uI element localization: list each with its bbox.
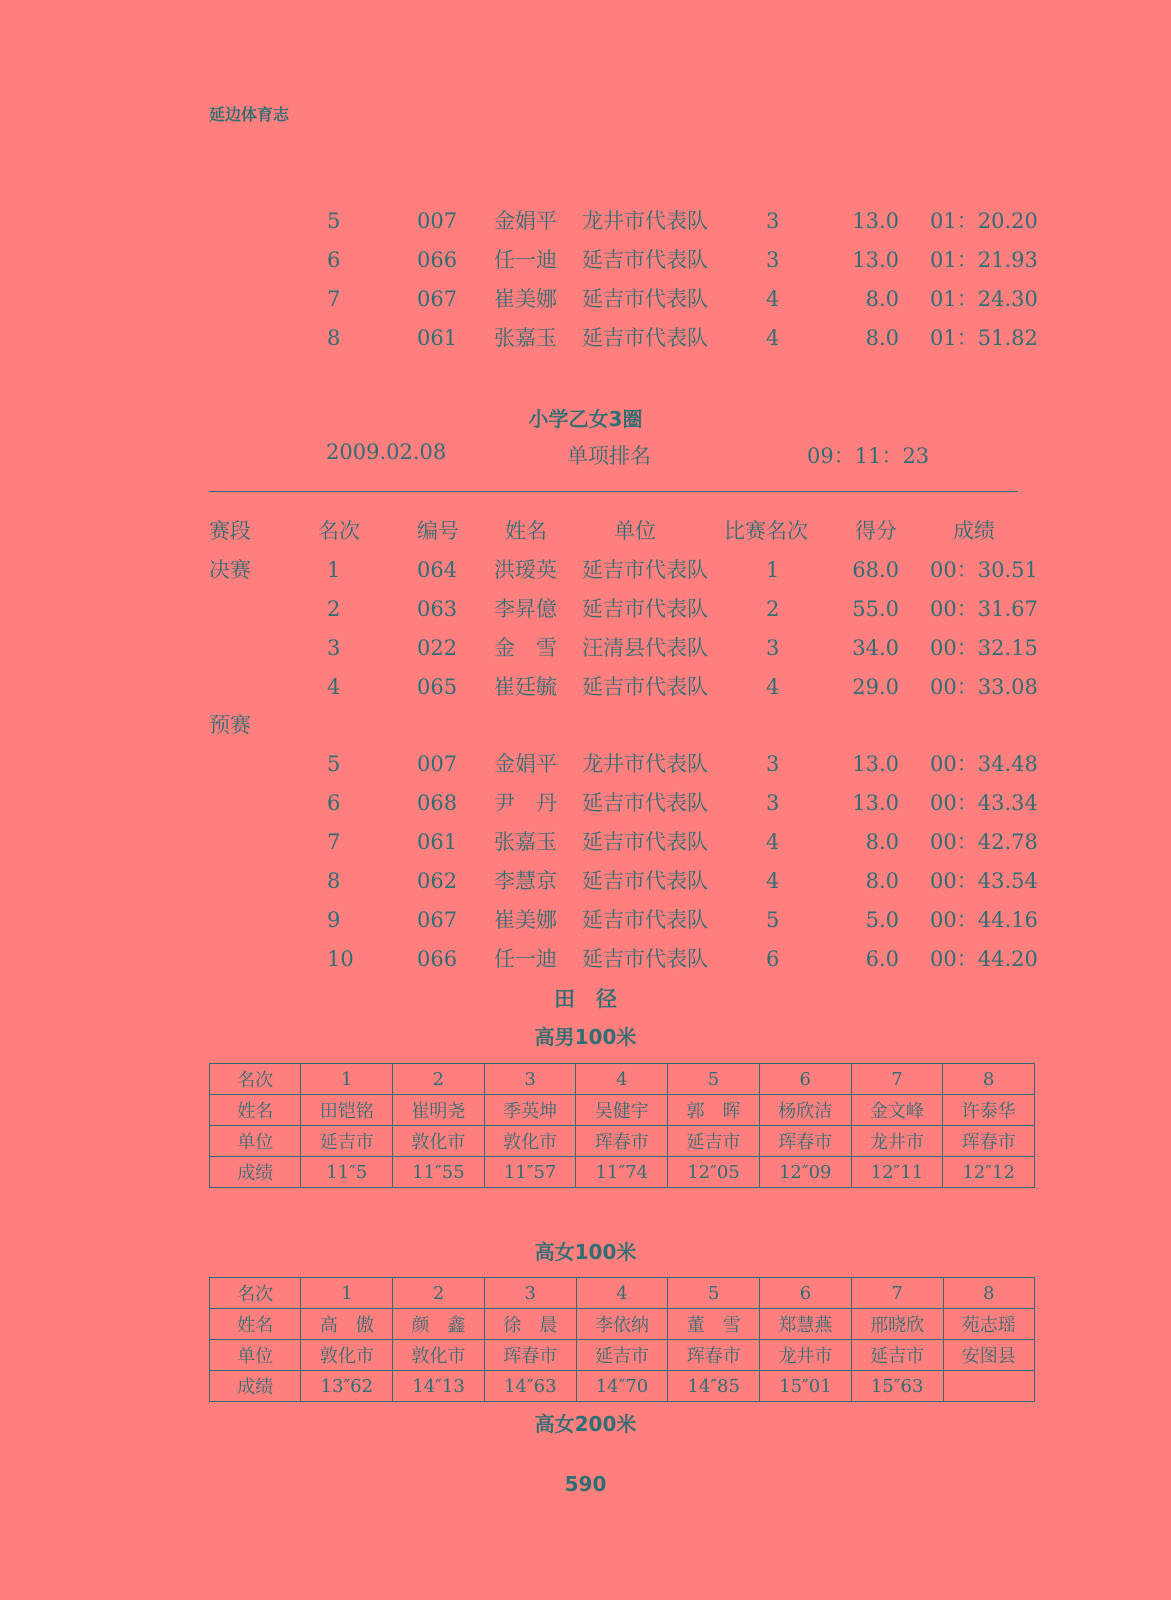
cell-result: 12″11 xyxy=(851,1157,943,1188)
row-label: 单位 xyxy=(210,1126,301,1157)
cell-match-rank: 2 xyxy=(766,597,780,621)
cell-rank: 7 xyxy=(327,287,341,311)
row-label: 单位 xyxy=(210,1340,301,1371)
cell-time: 01：24.30 xyxy=(930,287,1038,311)
cell-name: 尹 丹 xyxy=(494,791,557,815)
cell-rank: 6 xyxy=(327,791,341,815)
cell-score: 13.0 xyxy=(852,791,899,815)
row-label: 姓名 xyxy=(210,1309,301,1340)
cell-unit: 龙井市 xyxy=(760,1340,852,1371)
result-row xyxy=(0,206,1171,236)
cell-unit: 延吉市 xyxy=(301,1126,393,1157)
cell-match-rank: 3 xyxy=(766,209,780,233)
result-row xyxy=(0,866,1171,896)
cell-time: 01：51.82 xyxy=(930,326,1038,350)
table-row-rank xyxy=(210,1278,1035,1309)
cell-result xyxy=(943,1371,1035,1402)
cell-rank: 9 xyxy=(327,908,341,932)
cell-rank: 4 xyxy=(327,675,341,699)
cell-unit: 延吉市代表队 xyxy=(582,675,708,699)
cell-name: 任一迪 xyxy=(494,947,557,971)
cell-name: 田铠铭 xyxy=(301,1095,393,1126)
table-row-result xyxy=(210,1157,1035,1188)
cell-result: 14″13 xyxy=(393,1371,485,1402)
cell-name: 崔美娜 xyxy=(494,908,557,932)
cell-name: 李昇億 xyxy=(494,597,557,621)
cell-score: 8.0 xyxy=(865,869,899,893)
result-row xyxy=(0,672,1171,702)
column-headers xyxy=(0,516,1171,546)
cell-name: 金娟平 xyxy=(494,209,557,233)
cell-unit: 延吉市代表队 xyxy=(582,326,708,350)
cell-name: 高 傲 xyxy=(301,1309,393,1340)
cell-unit: 珲春市 xyxy=(668,1340,760,1371)
cell-unit: 珲春市 xyxy=(759,1126,851,1157)
cell-rank: 3 xyxy=(484,1064,576,1095)
cell-unit: 延吉市代表队 xyxy=(582,830,708,854)
cell-unit: 延吉市代表队 xyxy=(582,947,708,971)
cell-score: 6.0 xyxy=(865,947,899,971)
cell-result: 11″74 xyxy=(576,1157,668,1188)
divider xyxy=(209,491,1018,492)
cell-number: 062 xyxy=(417,869,458,893)
cell-unit: 延吉市代表队 xyxy=(582,791,708,815)
cell-match-rank: 3 xyxy=(766,752,780,776)
cell-name: 邢晓欣 xyxy=(851,1309,943,1340)
table-title: 高女100米 xyxy=(534,1240,637,1264)
cell-rank: 3 xyxy=(327,636,341,660)
cell-match-rank: 3 xyxy=(766,636,780,660)
result-row xyxy=(0,555,1171,585)
running-header: 延边体育志 xyxy=(209,105,290,124)
cell-name: 吴健宇 xyxy=(576,1095,668,1126)
cell-match-rank: 1 xyxy=(766,558,780,582)
cell-score: 13.0 xyxy=(852,752,899,776)
cell-unit: 珲春市 xyxy=(484,1340,576,1371)
header-time: 成绩 xyxy=(953,519,995,543)
table-row-rank xyxy=(210,1064,1035,1095)
cell-unit: 汪清县代表队 xyxy=(582,636,708,660)
cell-name: 郑慧燕 xyxy=(760,1309,852,1340)
header-number: 编号 xyxy=(417,519,459,543)
cell-time: 00：43.34 xyxy=(930,791,1038,815)
page-number: 590 xyxy=(564,1472,607,1496)
cell-match-rank: 4 xyxy=(766,830,780,854)
cell-unit: 延吉市代表队 xyxy=(582,908,708,932)
cell-score: 13.0 xyxy=(852,248,899,272)
cell-score: 34.0 xyxy=(852,636,899,660)
row-label: 姓名 xyxy=(210,1095,301,1126)
cell-number: 067 xyxy=(417,287,458,311)
cell-score: 55.0 xyxy=(852,597,899,621)
cell-unit: 珲春市 xyxy=(943,1126,1035,1157)
cell-rank: 7 xyxy=(851,1064,943,1095)
cell-result: 12″05 xyxy=(668,1157,760,1188)
cell-rank: 6 xyxy=(760,1278,852,1309)
next-table-title: 高女200米 xyxy=(534,1412,637,1436)
cell-number: 066 xyxy=(417,947,458,971)
cell-time: 00：42.78 xyxy=(930,830,1038,854)
cell-rank: 7 xyxy=(327,830,341,854)
cell-name: 金 雪 xyxy=(494,636,557,660)
cell-number: 063 xyxy=(417,597,458,621)
cell-name: 张嘉玉 xyxy=(494,830,557,854)
cell-rank: 8 xyxy=(327,869,341,893)
result-row xyxy=(0,944,1171,974)
cell-unit: 敦化市 xyxy=(393,1340,485,1371)
cell-match-rank: 4 xyxy=(766,675,780,699)
header-name: 姓名 xyxy=(505,519,547,543)
result-row xyxy=(0,633,1171,663)
cell-score: 8.0 xyxy=(865,287,899,311)
cell-result: 15″63 xyxy=(851,1371,943,1402)
cell-name: 洪瑷英 xyxy=(494,558,557,582)
cell-name: 崔美娜 xyxy=(494,287,557,311)
cell-time: 00：31.67 xyxy=(930,597,1038,621)
cell-match-rank: 3 xyxy=(766,791,780,815)
cell-name: 郭 晖 xyxy=(668,1095,760,1126)
result-table xyxy=(209,1063,1035,1188)
cell-unit: 龙井市代表队 xyxy=(582,752,708,776)
cell-match-rank: 4 xyxy=(766,869,780,893)
cell-name: 颜 鑫 xyxy=(393,1309,485,1340)
cell-unit: 延吉市 xyxy=(576,1340,668,1371)
cell-rank: 1 xyxy=(327,558,341,582)
cell-score: 8.0 xyxy=(865,830,899,854)
cell-score: 29.0 xyxy=(852,675,899,699)
cell-number: 067 xyxy=(417,908,458,932)
cell-rank: 8 xyxy=(327,326,341,350)
cell-time: 00：44.16 xyxy=(930,908,1038,932)
cell-rank: 6 xyxy=(759,1064,851,1095)
cell-rank: 5 xyxy=(327,752,341,776)
cell-rank: 4 xyxy=(576,1278,668,1309)
cell-name: 金文峰 xyxy=(851,1095,943,1126)
cell-rank: 1 xyxy=(301,1278,393,1309)
cell-unit: 延吉市 xyxy=(851,1340,943,1371)
cell-result: 12″09 xyxy=(759,1157,851,1188)
cell-unit: 延吉市代表队 xyxy=(582,248,708,272)
row-label: 成绩 xyxy=(210,1157,301,1188)
cell-name: 崔廷毓 xyxy=(494,675,557,699)
cell-score: 13.0 xyxy=(852,209,899,233)
cell-number: 065 xyxy=(417,675,458,699)
result-row xyxy=(0,788,1171,818)
header-unit: 单位 xyxy=(614,519,656,543)
stage-final-label: 决赛 xyxy=(209,558,251,582)
stage-prelim-label: 预赛 xyxy=(209,713,251,737)
cell-result: 11″57 xyxy=(484,1157,576,1188)
cell-result: 14″85 xyxy=(668,1371,760,1402)
cell-result: 15″01 xyxy=(760,1371,852,1402)
cell-rank: 5 xyxy=(327,209,341,233)
cell-score: 68.0 xyxy=(852,558,899,582)
row-label: 名次 xyxy=(210,1064,301,1095)
cell-name: 金娟平 xyxy=(494,752,557,776)
cell-name: 李依纳 xyxy=(576,1309,668,1340)
event-date: 2009.02.08 xyxy=(326,440,447,464)
table-row-result xyxy=(210,1371,1035,1402)
cell-number: 064 xyxy=(417,558,458,582)
cell-rank: 2 xyxy=(393,1064,485,1095)
cell-result: 14″63 xyxy=(484,1371,576,1402)
cell-name: 任一迪 xyxy=(494,248,557,272)
cell-name: 季英坤 xyxy=(484,1095,576,1126)
cell-unit: 敦化市 xyxy=(301,1340,393,1371)
cell-name: 崔明尧 xyxy=(393,1095,485,1126)
result-table xyxy=(209,1277,1035,1402)
cell-time: 00：44.20 xyxy=(930,947,1038,971)
cell-rank: 2 xyxy=(393,1278,485,1309)
cell-unit: 延吉市 xyxy=(668,1126,760,1157)
cell-name: 董 雪 xyxy=(668,1309,760,1340)
cell-match-rank: 6 xyxy=(766,947,780,971)
prelim-label-row xyxy=(0,710,1171,740)
cell-rank: 8 xyxy=(943,1064,1035,1095)
cell-time: 00：34.48 xyxy=(930,752,1038,776)
cell-result: 11″5 xyxy=(301,1157,393,1188)
cell-rank: 5 xyxy=(668,1278,760,1309)
event-clock: 09：11：23 xyxy=(807,444,930,468)
cell-result: 12″12 xyxy=(943,1157,1035,1188)
cell-time: 00：32.15 xyxy=(930,636,1038,660)
cell-result: 14″70 xyxy=(576,1371,668,1402)
cell-time: 01：21.93 xyxy=(930,248,1038,272)
cell-name: 李慧京 xyxy=(494,869,557,893)
row-label: 名次 xyxy=(210,1278,301,1309)
result-row xyxy=(0,594,1171,624)
result-row xyxy=(0,284,1171,314)
row-label: 成绩 xyxy=(210,1371,301,1402)
cell-name: 杨欣洁 xyxy=(759,1095,851,1126)
cell-rank: 1 xyxy=(301,1064,393,1095)
table-row-unit xyxy=(210,1126,1035,1157)
section-title: 田 径 xyxy=(554,987,617,1011)
cell-number: 066 xyxy=(417,248,458,272)
result-row xyxy=(0,323,1171,353)
cell-name: 许泰华 xyxy=(943,1095,1035,1126)
cell-number: 061 xyxy=(417,326,458,350)
cell-number: 061 xyxy=(417,830,458,854)
cell-rank: 5 xyxy=(668,1064,760,1095)
cell-match-rank: 5 xyxy=(766,908,780,932)
cell-unit: 珲春市 xyxy=(576,1126,668,1157)
cell-time: 00：30.51 xyxy=(930,558,1038,582)
event-kind: 单项排名 xyxy=(567,444,651,468)
header-score: 得分 xyxy=(855,519,897,543)
cell-result: 11″55 xyxy=(393,1157,485,1188)
cell-unit: 延吉市代表队 xyxy=(582,287,708,311)
cell-name: 徐 晨 xyxy=(484,1309,576,1340)
cell-unit: 延吉市代表队 xyxy=(582,869,708,893)
event-title: 小学乙女3圈 xyxy=(528,407,643,431)
cell-rank: 4 xyxy=(576,1064,668,1095)
cell-score: 8.0 xyxy=(865,326,899,350)
cell-unit: 延吉市代表队 xyxy=(582,597,708,621)
cell-match-rank: 3 xyxy=(766,248,780,272)
result-row xyxy=(0,245,1171,275)
header-match-rank: 比赛名次 xyxy=(724,519,808,543)
cell-unit: 延吉市代表队 xyxy=(582,558,708,582)
table-row-unit xyxy=(210,1340,1035,1371)
cell-rank: 3 xyxy=(484,1278,576,1309)
cell-number: 007 xyxy=(417,752,458,776)
cell-unit: 龙井市代表队 xyxy=(582,209,708,233)
cell-unit: 敦化市 xyxy=(484,1126,576,1157)
table-row-name xyxy=(210,1309,1035,1340)
table-title: 高男100米 xyxy=(534,1025,637,1049)
cell-rank: 7 xyxy=(851,1278,943,1309)
result-row xyxy=(0,905,1171,935)
cell-rank: 10 xyxy=(327,947,354,971)
cell-rank: 8 xyxy=(943,1278,1035,1309)
cell-unit: 敦化市 xyxy=(393,1126,485,1157)
cell-number: 068 xyxy=(417,791,458,815)
cell-time: 00：43.54 xyxy=(930,869,1038,893)
cell-rank: 6 xyxy=(327,248,341,272)
header-rank: 名次 xyxy=(318,519,360,543)
cell-name: 苑志瑶 xyxy=(943,1309,1035,1340)
header-stage: 赛段 xyxy=(209,519,251,543)
cell-number: 022 xyxy=(417,636,458,660)
cell-result: 13″62 xyxy=(301,1371,393,1402)
cell-unit: 龙井市 xyxy=(851,1126,943,1157)
cell-time: 00：33.08 xyxy=(930,675,1038,699)
cell-name: 张嘉玉 xyxy=(494,326,557,350)
cell-time: 01：20.20 xyxy=(930,209,1038,233)
result-row xyxy=(0,827,1171,857)
cell-rank: 2 xyxy=(327,597,341,621)
table-row-name xyxy=(210,1095,1035,1126)
result-row xyxy=(0,749,1171,779)
cell-match-rank: 4 xyxy=(766,326,780,350)
cell-match-rank: 4 xyxy=(766,287,780,311)
cell-score: 5.0 xyxy=(865,908,899,932)
cell-number: 007 xyxy=(417,209,458,233)
cell-unit: 安图县 xyxy=(943,1340,1035,1371)
